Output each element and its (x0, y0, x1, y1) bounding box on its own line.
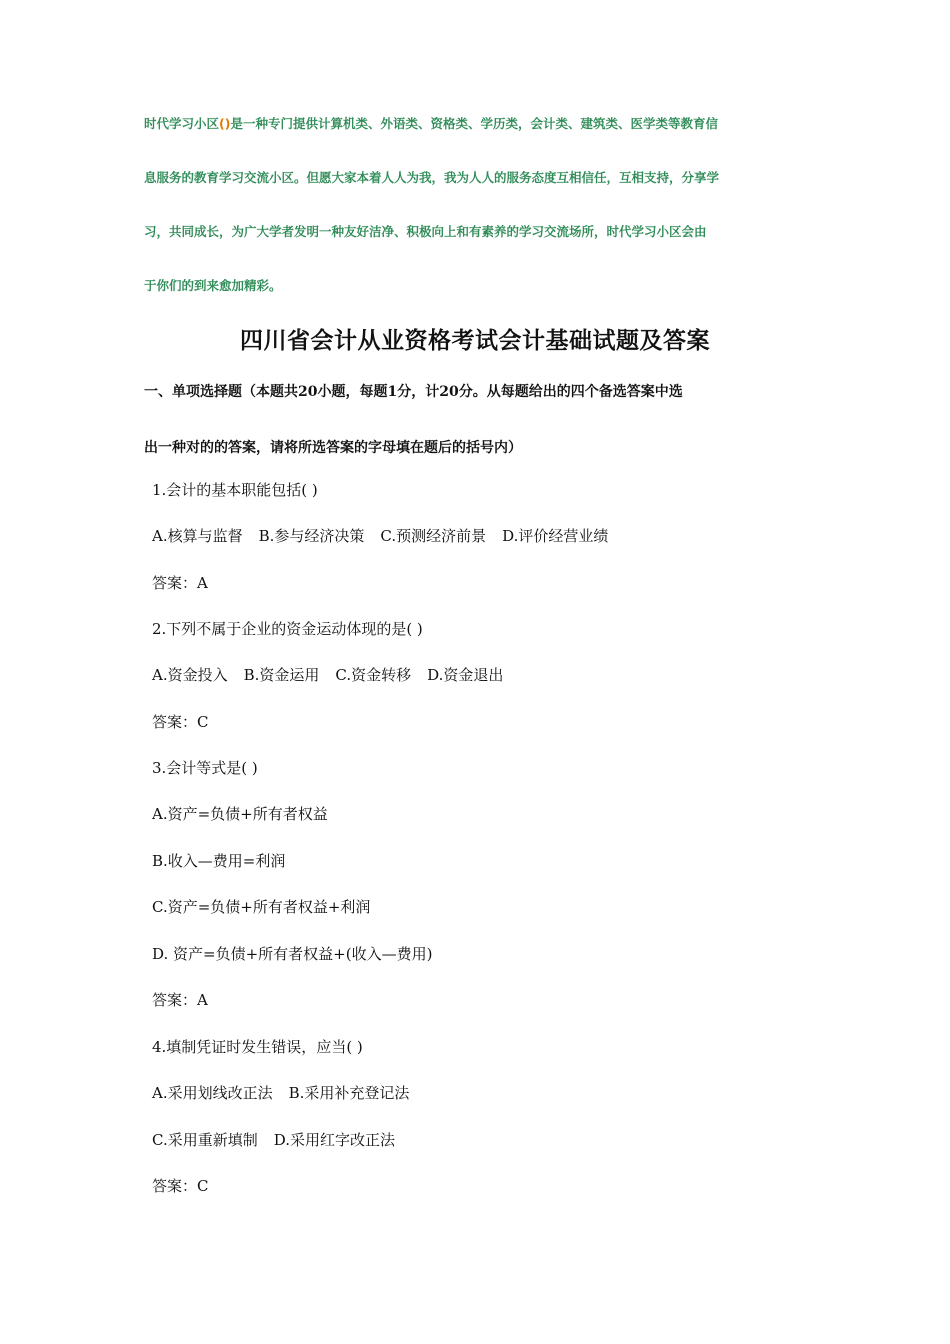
option-d: D.资金退出 (427, 666, 504, 684)
document-title: 四川省会计从业资格考试会计基础试题及答案 (240, 327, 710, 354)
option-d: D.评价经营业绩 (502, 527, 609, 545)
section-heading (144, 380, 810, 460)
question-3-answer: 答案：A (152, 991, 208, 1009)
option-a: A.采用划线改正法 (152, 1084, 273, 1102)
question-4-answer: 答案：C (152, 1177, 209, 1195)
intro-site-name: 时代学习小区 (144, 116, 220, 131)
option-c: C.预测经济前景 (380, 527, 487, 545)
option-a: A.核算与监督 (152, 527, 243, 545)
question-1-answer: 答案：A (152, 574, 208, 592)
intro-paren: () (219, 116, 231, 131)
question-2-answer: 答案：C (152, 713, 209, 731)
question-3-option-b: B.收入—费用=利润 (152, 852, 286, 870)
option-b: B.资金运用 (243, 666, 320, 684)
option-b: B.参与经济决策 (258, 527, 365, 545)
question-4-stem: 4.填制凭证时发生错误，应当( ) (152, 1038, 363, 1056)
question-3-stem: 3.会计等式是( ) (152, 759, 258, 777)
question-3-option-d: D. 资产=负债+所有者权益+(收入—费用) (152, 945, 433, 963)
intro-line: 习，共同成长，为广大学者发明一种友好洁净、积极向上和有素养的学习交流场所，时代学习小区会由 (144, 224, 707, 239)
intro-line (144, 113, 804, 167)
intro-line: 息服务的教育学习交流小区。但愿大家本着人人为我，我为人人的服务态度互相信任，互相支持，分享学 (144, 170, 720, 185)
option-b: B.采用补充登记法 (288, 1084, 410, 1102)
question-4-options-cd (152, 1129, 395, 1150)
intro-paragraph (144, 113, 804, 329)
question-1-options (152, 525, 608, 546)
section-heading-line: 一、单项选择题（本题共20小题，每题1分，计20分。从每题给出的四个备选答案中选 (144, 384, 683, 400)
option-a: A.资金投入 (152, 666, 228, 684)
question-3-option-a: A.资产=负债+所有者权益 (152, 805, 328, 823)
question-2-stem: 2.下列不属于企业的资金运动体现的是( ) (152, 620, 423, 638)
option-c: C.资金转移 (335, 666, 412, 684)
question-1-stem: 1.会计的基本职能包括( ) (152, 481, 318, 499)
question-4-options-ab (152, 1082, 409, 1103)
intro-line: 于你们的到来愈加精彩。 (144, 278, 282, 293)
intro-text: 是一种专门提供计算机类、外语类、资格类、学历类，会计类、建筑类、医学类等教育信 (230, 116, 718, 131)
question-3-option-c: C.资产=负债+所有者权益+利润 (152, 898, 371, 916)
section-heading-line: 出一种对的的答案，请将所选答案的字母填在题后的括号内） (144, 440, 522, 456)
option-c: C.采用重新填制 (152, 1131, 258, 1149)
option-d: D.采用红字改正法 (273, 1131, 395, 1149)
question-2-options (152, 664, 503, 685)
